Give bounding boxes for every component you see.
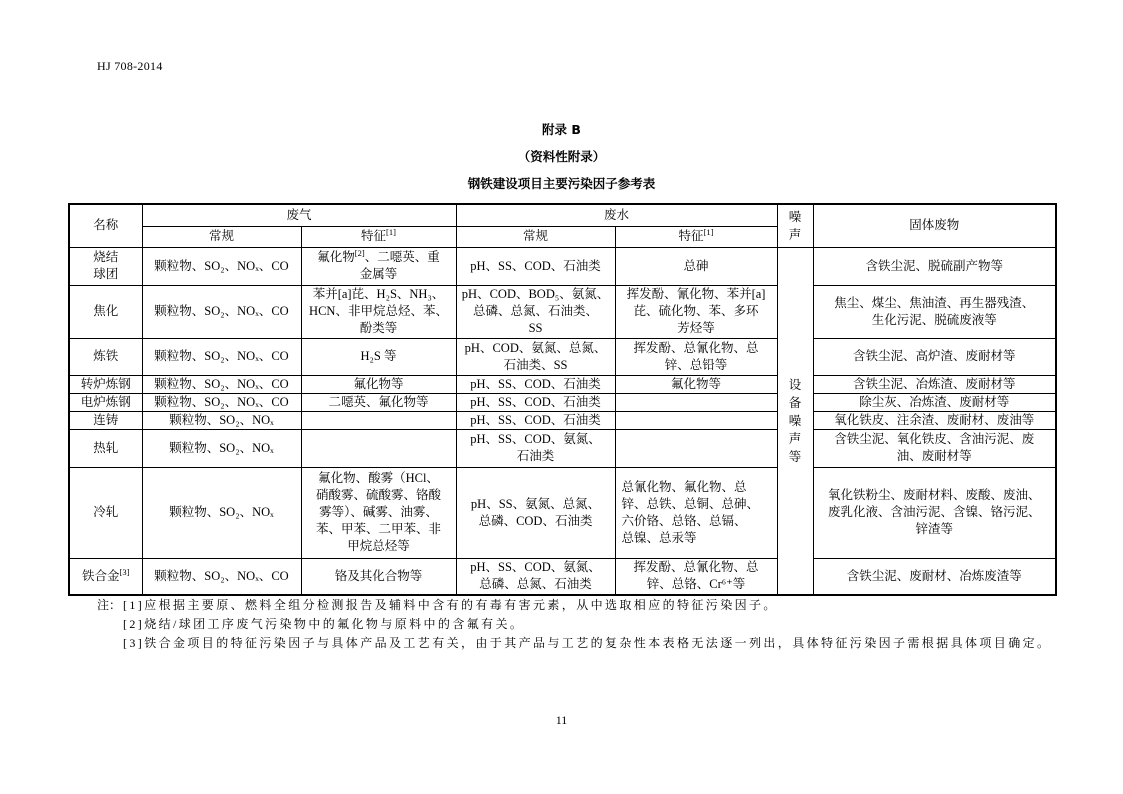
- cell-gas-special: 铬及其化合物等: [301, 558, 456, 595]
- cell-solid-waste: 除尘灰、冶炼渣、废耐材等: [813, 393, 1056, 411]
- header-solid-waste: 固体废物: [813, 204, 1056, 247]
- note-item: [97, 615, 1051, 634]
- cell-water-special: 总砷: [615, 247, 777, 285]
- footnote-marker: [3]: [119, 566, 130, 577]
- cell-gas-special-empty: [301, 429, 456, 467]
- page-number: 11: [555, 713, 568, 727]
- cell-water-normal: pH、SS、COD、石油类: [456, 247, 615, 285]
- table-title: 钢铁建设项目主要污染因子参考表: [467, 176, 656, 191]
- cell-process-name: 热轧: [69, 429, 142, 467]
- cell-water-special-empty: [615, 429, 777, 467]
- cell-process-name: 连铸: [69, 411, 142, 429]
- cell-solid-waste: 含铁尘泥、脱硫副产物等: [813, 247, 1056, 285]
- cell-process-name: 冷轧: [69, 467, 142, 558]
- footnote-marker: [1]: [386, 227, 396, 237]
- header-gas-special: [301, 226, 456, 247]
- note-item: [97, 596, 1051, 615]
- cell-gas-special: 苯并[a]芘、H₂S、NH₃、 HCN、非甲烷总烃、苯、 酚类等: [301, 285, 456, 338]
- cell-process-name: 电炉炼钢: [69, 393, 142, 411]
- cell-gas-normal: 颗粒物、SO₂、NOₓ、CO: [142, 285, 301, 338]
- cell-gas-normal: 颗粒物、SO₂、NOₓ、CO: [142, 338, 301, 375]
- cell-gas-normal: 颗粒物、SO₂、NOₓ、CO: [142, 247, 301, 285]
- note-text: [2]烧结/球团工序废气污染物中的氟化物与原料中的含氟有关。: [123, 617, 525, 631]
- cell-solid-waste: 含铁尘泥、废耐材、冶炼废渣等: [813, 558, 1056, 595]
- cell-process-name: 焦化: [69, 285, 142, 338]
- cell-solid-waste: 氧化铁粉尘、废耐材料、废酸、废油、 废乳化液、含油污泥、含镍、铬污泥、 锌渣等: [813, 467, 1056, 558]
- cell-solid-waste: 含铁尘泥、氧化铁皮、含油污泥、废 油、废耐材等: [813, 429, 1056, 467]
- table-row: [69, 247, 1056, 285]
- cell-water-special-empty: [615, 411, 777, 429]
- cell-water-special: 挥发酚、氰化物、苯并[a] 芘、硫化物、苯、多环 芳烃等: [615, 285, 777, 338]
- cell-noise: [777, 247, 813, 595]
- cell-solid-waste: 焦尘、煤尘、焦油渣、再生器残渣、 生化污泥、脱硫废液等: [813, 285, 1056, 338]
- table-notes: [97, 596, 1051, 653]
- appendix-type: （资料性附录）: [517, 149, 606, 164]
- standard-code: HJ 708-2014: [97, 59, 163, 73]
- table-row: [69, 338, 1056, 375]
- header-waste-gas: 废气: [142, 204, 456, 226]
- note-item: [97, 634, 1051, 653]
- note-text: [3]铁合金项目的特征污染因子与具体产品及工艺有关，由于其产品与工艺的复杂性本表格无法逐一列出，具体特征污染因子需根据具体项目确定。: [123, 636, 1052, 650]
- pollutant-reference-table: [68, 203, 1057, 596]
- table-row: [69, 429, 1056, 467]
- cell-water-normal: pH、COD、氨氮、总氮、 石油类、SS: [456, 338, 615, 375]
- header-waste-water: 废水: [456, 204, 777, 226]
- cell-gas-special-empty: [301, 411, 456, 429]
- cell-text: 铁合金: [82, 568, 120, 583]
- cell-gas-normal: 颗粒物、SO₂、NOₓ、CO: [142, 375, 301, 393]
- cell-water-normal: pH、SS、COD、氨氮、 石油类: [456, 429, 615, 467]
- table-row: [69, 375, 1056, 393]
- header-name: 名称: [69, 204, 142, 247]
- cell-process-name: [69, 558, 142, 595]
- table-header-row: [69, 204, 1056, 226]
- cell-text: 、二噁英、重 金属等: [359, 250, 440, 281]
- table-row: [69, 558, 1056, 595]
- header-gas-special-label: 特征: [361, 229, 387, 243]
- cell-water-special: 总氰化物、氟化物、总 锌、总铁、总铜、总砷、 六价铬、总铬、总镉、 总镍、总汞等: [615, 467, 777, 558]
- cell-gas-special: 氟化物等: [301, 375, 456, 393]
- cell-water-special: 挥发酚、总氰化物、总 锌、总铅等: [615, 338, 777, 375]
- cell-gas-special: 氟化物、酸雾（HCl、 硝酸雾、硫酸雾、铬酸 雾等）、碱雾、油雾、 苯、甲苯、二甲苯、非 甲烷总烃等: [301, 467, 456, 558]
- cell-solid-waste: 含铁尘泥、冶炼渣、废耐材等: [813, 375, 1056, 393]
- cell-process-name: 转炉炼钢: [69, 375, 142, 393]
- cell-text: 氟化物: [317, 250, 355, 264]
- cell-water-special: 挥发酚、总氰化物、总 锌、总铬、Cr⁶⁺等: [615, 558, 777, 595]
- table-row: [69, 285, 1056, 338]
- cell-gas-normal: 颗粒物、SO₂、NOₓ: [142, 411, 301, 429]
- cell-water-normal: pH、SS、COD、氨氮、 总磷、总氮、石油类: [456, 558, 615, 595]
- header-noise-label: 噪声: [788, 209, 802, 242]
- footnote-marker: [1]: [703, 227, 714, 237]
- note-text: [1]应根据主要原、燃料全组分检测报告及辅料中含有的有毒有害元素，从中选取相应的特征污染因子。: [123, 598, 778, 612]
- noise-value: 设备噪声等: [788, 377, 802, 464]
- cell-process-name: 烧结 球团: [69, 247, 142, 285]
- cell-water-normal: pH、SS、COD、石油类: [456, 375, 615, 393]
- cell-water-normal: pH、COD、BOD₅、氨氮、 总磷、总氮、石油类、 SS: [456, 285, 615, 338]
- cell-gas-normal: 颗粒物、SO₂、NOₓ、CO: [142, 393, 301, 411]
- table-row: [69, 467, 1056, 558]
- cell-gas-special: H₂S 等: [301, 338, 456, 375]
- table-row: [69, 411, 1056, 429]
- cell-water-special: 氟化物等: [615, 375, 777, 393]
- header-noise: [777, 204, 813, 247]
- cell-process-name: 炼铁: [69, 338, 142, 375]
- cell-gas-normal: 颗粒物、SO₂、NOₓ: [142, 467, 301, 558]
- header-water-special: [615, 226, 777, 247]
- cell-water-normal: pH、SS、COD、石油类: [456, 411, 615, 429]
- cell-solid-waste: 氧化铁皮、注余渣、废耐材、废油等: [813, 411, 1056, 429]
- cell-gas-normal: 颗粒物、SO₂、NOₓ: [142, 429, 301, 467]
- footnote-marker: [2]: [354, 248, 365, 258]
- cell-gas-special: 二噁英、氟化物等: [301, 393, 456, 411]
- cell-water-normal: pH、SS、COD、石油类: [456, 393, 615, 411]
- table-row: [69, 393, 1056, 411]
- header-water-normal: 常规: [456, 226, 615, 247]
- cell-gas-normal: 颗粒物、SO₂、NOₓ、CO: [142, 558, 301, 595]
- cell-water-special-empty: [615, 393, 777, 411]
- appendix-label: 附录 B: [542, 122, 581, 137]
- cell-water-normal: pH、SS、氨氮、总氮、 总磷、COD、石油类: [456, 467, 615, 558]
- cell-gas-special: [301, 247, 456, 285]
- note-prefix: 注：: [97, 598, 122, 612]
- cell-solid-waste: 含铁尘泥、高炉渣、废耐材等: [813, 338, 1056, 375]
- header-water-special-label: 特征: [678, 229, 704, 243]
- header-gas-normal: 常规: [142, 226, 301, 247]
